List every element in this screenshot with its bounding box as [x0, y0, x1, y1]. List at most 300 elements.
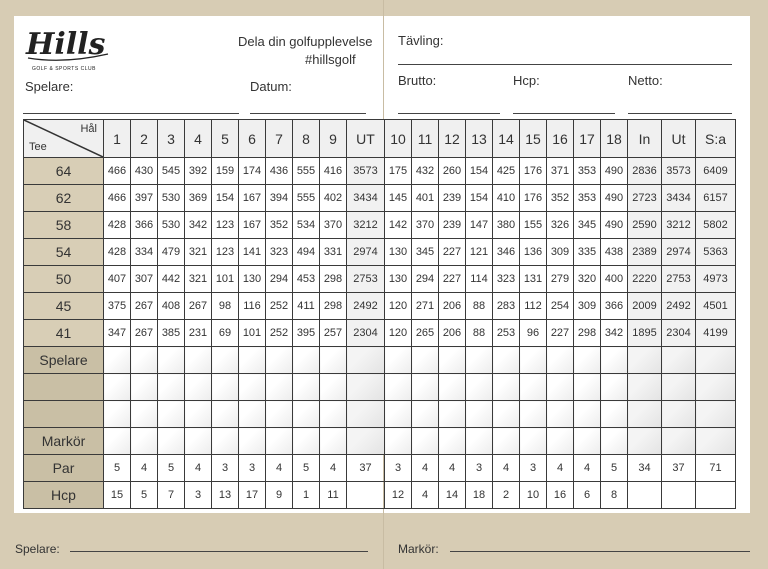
distance-cell: 96 — [520, 320, 547, 347]
hcp-sa-cell — [696, 482, 736, 509]
distance-cell: 88 — [466, 320, 493, 347]
score-input-cell[interactable] — [266, 401, 293, 428]
hole-header-13: 13 — [466, 120, 493, 158]
score-input-cell[interactable] — [520, 374, 547, 401]
distance-cell: 353 — [574, 158, 601, 185]
score-input-cell[interactable] — [185, 347, 212, 374]
hole-header-7: 7 — [266, 120, 293, 158]
score-input-cell[interactable] — [320, 428, 347, 455]
distance-cell: 326 — [547, 212, 574, 239]
tee-row — [24, 266, 736, 293]
spelare-label: Spelare: — [25, 79, 74, 94]
distance-cell: 335 — [574, 239, 601, 266]
distance-cell: 131 — [520, 266, 547, 293]
score-input-cell[interactable] — [412, 401, 439, 428]
blank-row-label — [24, 374, 104, 401]
distance-cell: 98 — [212, 293, 239, 320]
par-cell: 4 — [412, 455, 439, 482]
score-input-cell[interactable] — [266, 374, 293, 401]
distance-cell: 154 — [466, 158, 493, 185]
score-input-cell[interactable] — [347, 347, 385, 374]
distance-cell: 321 — [185, 239, 212, 266]
ut2-total-cell: 3434 — [662, 185, 696, 212]
sum-total-cell: 5363 — [696, 239, 736, 266]
tee-row — [24, 185, 736, 212]
tavling-label: Tävling: — [398, 33, 444, 48]
score-input-cell[interactable] — [320, 347, 347, 374]
distance-cell: 252 — [266, 293, 293, 320]
hole-header-9: 9 — [320, 120, 347, 158]
score-input-cell[interactable] — [320, 401, 347, 428]
ut-total-cell: 2753 — [347, 266, 385, 293]
score-input-cell[interactable] — [696, 401, 736, 428]
par-sa-cell: 71 — [696, 455, 736, 482]
score-input-cell[interactable] — [131, 374, 158, 401]
score-input-cell[interactable] — [439, 401, 466, 428]
tee-label-cell: 64 — [24, 158, 104, 185]
score-input-cell[interactable] — [696, 374, 736, 401]
hal-label: Hål — [80, 123, 97, 135]
spelare-row-label: Spelare — [24, 347, 104, 374]
score-row — [24, 428, 736, 455]
score-input-cell[interactable] — [104, 347, 131, 374]
score-input-cell[interactable] — [239, 347, 266, 374]
score-input-cell[interactable] — [601, 374, 628, 401]
distance-cell: 309 — [574, 293, 601, 320]
distance-cell: 130 — [385, 266, 412, 293]
ut2-total-cell: 2753 — [662, 266, 696, 293]
hcp-field[interactable] — [513, 113, 615, 114]
score-input-cell[interactable] — [293, 347, 320, 374]
distance-cell: 397 — [131, 185, 158, 212]
ut2-total-cell: 3212 — [662, 212, 696, 239]
hole-header-18: 18 — [601, 120, 628, 158]
distance-cell: 283 — [493, 293, 520, 320]
hcp-cell: 17 — [239, 482, 266, 509]
sum-total-cell: 6409 — [696, 158, 736, 185]
distance-cell: 88 — [466, 293, 493, 320]
par-cell: 5 — [104, 455, 131, 482]
score-input-cell[interactable] — [574, 374, 601, 401]
score-input-cell[interactable] — [385, 374, 412, 401]
distance-cell: 175 — [385, 158, 412, 185]
score-input-cell[interactable] — [439, 347, 466, 374]
par-cell: 5 — [601, 455, 628, 482]
score-input-cell[interactable] — [239, 428, 266, 455]
score-input-cell[interactable] — [212, 401, 239, 428]
distance-cell: 530 — [158, 212, 185, 239]
sum-total-cell: 5802 — [696, 212, 736, 239]
distance-cell: 428 — [104, 212, 131, 239]
score-input-cell[interactable] — [662, 401, 696, 428]
score-input-cell[interactable] — [185, 374, 212, 401]
score-input-cell[interactable] — [466, 374, 493, 401]
sa-header: S:a — [696, 120, 736, 158]
score-input-cell[interactable] — [574, 401, 601, 428]
score-input-cell[interactable] — [385, 401, 412, 428]
distance-cell: 347 — [104, 320, 131, 347]
distance-cell: 147 — [466, 212, 493, 239]
distance-cell: 206 — [439, 293, 466, 320]
score-input-cell[interactable] — [131, 428, 158, 455]
par-cell: 3 — [466, 455, 493, 482]
distance-cell: 428 — [104, 239, 131, 266]
distance-cell: 271 — [412, 293, 439, 320]
distance-cell: 239 — [439, 212, 466, 239]
distance-cell: 334 — [131, 239, 158, 266]
par-ut-cell: 37 — [347, 455, 385, 482]
hcp-cell: 10 — [520, 482, 547, 509]
score-input-cell[interactable] — [520, 428, 547, 455]
score-input-cell[interactable] — [628, 401, 662, 428]
distance-cell: 120 — [385, 293, 412, 320]
tee-label-cell: 45 — [24, 293, 104, 320]
distance-cell: 267 — [131, 293, 158, 320]
netto-label: Netto: — [628, 73, 663, 88]
score-input-cell[interactable] — [662, 428, 696, 455]
distance-cell: 254 — [547, 293, 574, 320]
distance-cell: 294 — [266, 266, 293, 293]
hashtag: #hillsgolf — [305, 52, 356, 67]
distance-cell: 116 — [239, 293, 266, 320]
spelare-field[interactable] — [23, 113, 239, 114]
footer-markor-line[interactable] — [450, 551, 750, 552]
distance-cell: 321 — [185, 266, 212, 293]
datum-label: Datum: — [250, 79, 292, 94]
par-cell: 5 — [158, 455, 185, 482]
par-cell: 4 — [131, 455, 158, 482]
distance-cell: 309 — [547, 239, 574, 266]
in-total-cell: 1895 — [628, 320, 662, 347]
par-cell: 3 — [385, 455, 412, 482]
footer-markor-label: Markör: — [398, 542, 439, 556]
distance-cell: 101 — [239, 320, 266, 347]
sum-total-cell: 4973 — [696, 266, 736, 293]
score-input-cell[interactable] — [239, 374, 266, 401]
hcp-cell: 15 — [104, 482, 131, 509]
ut2-total-cell: 2492 — [662, 293, 696, 320]
par-cell: 4 — [493, 455, 520, 482]
score-input-cell[interactable] — [520, 401, 547, 428]
ut-total-cell: 2304 — [347, 320, 385, 347]
hole-header-11: 11 — [412, 120, 439, 158]
tee-label-cell: 58 — [24, 212, 104, 239]
sum-total-cell: 6157 — [696, 185, 736, 212]
distance-cell: 402 — [320, 185, 347, 212]
hole-header-17: 17 — [574, 120, 601, 158]
hcp-cell: 8 — [601, 482, 628, 509]
distance-cell: 380 — [493, 212, 520, 239]
tee-row — [24, 239, 736, 266]
distance-cell: 252 — [266, 320, 293, 347]
tee-row — [24, 293, 736, 320]
brutto-label: Brutto: — [398, 73, 437, 88]
ut2-total-cell: 2974 — [662, 239, 696, 266]
par-cell: 4 — [439, 455, 466, 482]
distance-cell: 174 — [239, 158, 266, 185]
distance-cell: 253 — [493, 320, 520, 347]
par-cell: 4 — [266, 455, 293, 482]
par-cell: 5 — [293, 455, 320, 482]
ut2-total-cell: 3573 — [662, 158, 696, 185]
distance-cell: 69 — [212, 320, 239, 347]
hole-header-14: 14 — [493, 120, 520, 158]
score-input-cell[interactable] — [293, 401, 320, 428]
score-input-cell[interactable] — [266, 347, 293, 374]
distance-cell: 159 — [212, 158, 239, 185]
distance-cell: 466 — [104, 185, 131, 212]
tee-label-cell: 41 — [24, 320, 104, 347]
distance-cell: 112 — [520, 293, 547, 320]
score-input-cell[interactable] — [439, 374, 466, 401]
netto-field[interactable] — [628, 113, 732, 114]
score-input-cell[interactable] — [158, 374, 185, 401]
distance-cell: 345 — [574, 212, 601, 239]
distance-cell: 392 — [185, 158, 212, 185]
distance-cell: 385 — [158, 320, 185, 347]
score-row — [24, 374, 736, 401]
score-input-cell[interactable] — [466, 401, 493, 428]
par-in-cell: 34 — [628, 455, 662, 482]
score-input-cell[interactable] — [439, 428, 466, 455]
tee-row — [24, 158, 736, 185]
distance-cell: 342 — [185, 212, 212, 239]
distance-cell: 438 — [601, 239, 628, 266]
distance-cell: 366 — [601, 293, 628, 320]
distance-cell: 466 — [104, 158, 131, 185]
distance-cell: 494 — [293, 239, 320, 266]
score-input-cell[interactable] — [293, 428, 320, 455]
distance-cell: 167 — [239, 212, 266, 239]
score-input-cell[interactable] — [266, 428, 293, 455]
hcp-cell: 18 — [466, 482, 493, 509]
hills-logo — [24, 24, 134, 74]
distance-cell: 400 — [601, 266, 628, 293]
datum-field[interactable] — [250, 113, 366, 114]
distance-cell: 130 — [385, 239, 412, 266]
score-input-cell[interactable] — [466, 428, 493, 455]
score-input-cell[interactable] — [412, 347, 439, 374]
score-input-cell[interactable] — [385, 347, 412, 374]
score-input-cell[interactable] — [601, 347, 628, 374]
svg-text:Hills: Hills — [26, 27, 106, 62]
score-input-cell[interactable] — [547, 374, 574, 401]
ut-total-cell: 2974 — [347, 239, 385, 266]
distance-cell: 145 — [385, 185, 412, 212]
distance-cell: 346 — [493, 239, 520, 266]
distance-cell: 545 — [158, 158, 185, 185]
distance-cell: 176 — [520, 158, 547, 185]
distance-cell: 394 — [266, 185, 293, 212]
distance-cell: 298 — [320, 266, 347, 293]
in-total-cell: 2836 — [628, 158, 662, 185]
distance-cell: 123 — [212, 212, 239, 239]
distance-cell: 155 — [520, 212, 547, 239]
in-total-cell: 2389 — [628, 239, 662, 266]
score-input-cell[interactable] — [158, 428, 185, 455]
score-input-cell[interactable] — [347, 401, 385, 428]
hcp-ut-cell — [347, 482, 385, 509]
distance-cell: 342 — [601, 320, 628, 347]
distance-cell: 407 — [104, 266, 131, 293]
score-input-cell[interactable] — [158, 401, 185, 428]
distance-cell: 227 — [439, 239, 466, 266]
score-input-cell[interactable] — [212, 428, 239, 455]
par-cell: 4 — [320, 455, 347, 482]
score-input-cell[interactable] — [547, 428, 574, 455]
hole-header-12: 12 — [439, 120, 466, 158]
distance-cell: 436 — [266, 158, 293, 185]
distance-cell: 369 — [185, 185, 212, 212]
hole-header-8: 8 — [293, 120, 320, 158]
ut2-total-cell: 2304 — [662, 320, 696, 347]
score-input-cell[interactable] — [493, 401, 520, 428]
score-input-cell[interactable] — [347, 428, 385, 455]
score-input-cell[interactable] — [493, 428, 520, 455]
distance-cell: 267 — [131, 320, 158, 347]
distance-cell: 120 — [385, 320, 412, 347]
tee-label-cell: 62 — [24, 185, 104, 212]
distance-cell: 136 — [520, 239, 547, 266]
distance-cell: 298 — [320, 293, 347, 320]
hcp-cell: 5 — [131, 482, 158, 509]
distance-cell: 331 — [320, 239, 347, 266]
score-input-cell[interactable] — [628, 374, 662, 401]
distance-cell: 410 — [493, 185, 520, 212]
score-input-cell[interactable] — [466, 347, 493, 374]
score-input-cell[interactable] — [158, 347, 185, 374]
distance-cell: 416 — [320, 158, 347, 185]
hcp-cell: 11 — [320, 482, 347, 509]
distance-cell: 142 — [385, 212, 412, 239]
hcp-cell: 3 — [185, 482, 212, 509]
distance-cell: 101 — [212, 266, 239, 293]
score-input-cell[interactable] — [320, 374, 347, 401]
score-input-cell[interactable] — [239, 401, 266, 428]
score-input-cell[interactable] — [520, 347, 547, 374]
ut2-header: Ut — [662, 120, 696, 158]
distance-cell: 320 — [574, 266, 601, 293]
score-input-cell[interactable] — [547, 347, 574, 374]
distance-cell: 294 — [412, 266, 439, 293]
score-input-cell[interactable] — [385, 428, 412, 455]
hcp-cell: 14 — [439, 482, 466, 509]
distance-cell: 408 — [158, 293, 185, 320]
distance-cell: 130 — [239, 266, 266, 293]
hcp-cell: 13 — [212, 482, 239, 509]
tagline: Dela din golfupplevelse — [238, 34, 373, 49]
distance-cell: 227 — [547, 320, 574, 347]
sum-total-cell: 4199 — [696, 320, 736, 347]
hcp-label: Hcp: — [513, 73, 540, 88]
par-cell: 3 — [520, 455, 547, 482]
par-cell: 3 — [239, 455, 266, 482]
score-input-cell[interactable] — [212, 374, 239, 401]
distance-cell: 395 — [293, 320, 320, 347]
footer-spelare-label: Spelare: — [15, 542, 60, 556]
score-input-cell[interactable] — [185, 428, 212, 455]
distance-cell: 298 — [574, 320, 601, 347]
distance-cell: 453 — [293, 266, 320, 293]
distance-cell: 555 — [293, 158, 320, 185]
score-input-cell[interactable] — [574, 347, 601, 374]
score-input-cell[interactable] — [104, 401, 131, 428]
distance-cell: 401 — [412, 185, 439, 212]
distance-cell: 323 — [493, 266, 520, 293]
score-input-cell[interactable] — [131, 401, 158, 428]
distance-cell: 123 — [212, 239, 239, 266]
hcp-cell: 2 — [493, 482, 520, 509]
score-input-cell[interactable] — [412, 428, 439, 455]
score-input-cell[interactable] — [628, 428, 662, 455]
distance-cell: 530 — [158, 185, 185, 212]
distance-cell: 345 — [412, 239, 439, 266]
distance-cell: 425 — [493, 158, 520, 185]
score-input-cell[interactable] — [104, 374, 131, 401]
distance-cell: 114 — [466, 266, 493, 293]
distance-cell: 534 — [293, 212, 320, 239]
score-input-cell[interactable] — [696, 347, 736, 374]
distance-cell: 366 — [131, 212, 158, 239]
hcp-row-label: Hcp — [24, 482, 104, 509]
brutto-field[interactable] — [398, 113, 500, 114]
hcp-cell: 7 — [158, 482, 185, 509]
hcp-ut2-cell — [662, 482, 696, 509]
hcp-cell: 1 — [293, 482, 320, 509]
ut-total-cell: 3434 — [347, 185, 385, 212]
distance-cell: 352 — [266, 212, 293, 239]
hcp-cell: 12 — [385, 482, 412, 509]
hole-header-2: 2 — [131, 120, 158, 158]
score-input-cell[interactable] — [131, 347, 158, 374]
distance-cell: 227 — [439, 266, 466, 293]
sum-total-cell: 4501 — [696, 293, 736, 320]
hcp-in-cell — [628, 482, 662, 509]
hole-header-16: 16 — [547, 120, 574, 158]
score-input-cell[interactable] — [347, 374, 385, 401]
distance-cell: 307 — [131, 266, 158, 293]
score-input-cell[interactable] — [574, 428, 601, 455]
score-input-cell[interactable] — [293, 374, 320, 401]
distance-cell: 432 — [412, 158, 439, 185]
score-input-cell[interactable] — [493, 347, 520, 374]
distance-cell: 370 — [412, 212, 439, 239]
ut-header: UT — [347, 120, 385, 158]
score-input-cell[interactable] — [412, 374, 439, 401]
score-input-cell[interactable] — [493, 374, 520, 401]
distance-cell: 154 — [466, 185, 493, 212]
distance-cell: 352 — [547, 185, 574, 212]
score-input-cell[interactable] — [662, 374, 696, 401]
score-input-cell[interactable] — [547, 401, 574, 428]
score-input-cell[interactable] — [601, 428, 628, 455]
distance-cell: 353 — [574, 185, 601, 212]
hole-header-15: 15 — [520, 120, 547, 158]
score-input-cell[interactable] — [628, 347, 662, 374]
score-input-cell[interactable] — [185, 401, 212, 428]
score-input-cell[interactable] — [601, 401, 628, 428]
footer-spelare-line[interactable] — [70, 551, 368, 552]
score-input-cell[interactable] — [696, 428, 736, 455]
score-input-cell[interactable] — [662, 347, 696, 374]
score-input-cell[interactable] — [212, 347, 239, 374]
score-input-cell[interactable] — [104, 428, 131, 455]
par-cell: 4 — [185, 455, 212, 482]
blank-row-label — [24, 401, 104, 428]
distance-cell: 371 — [547, 158, 574, 185]
score-table — [23, 119, 736, 509]
tavling-field[interactable] — [398, 64, 732, 65]
